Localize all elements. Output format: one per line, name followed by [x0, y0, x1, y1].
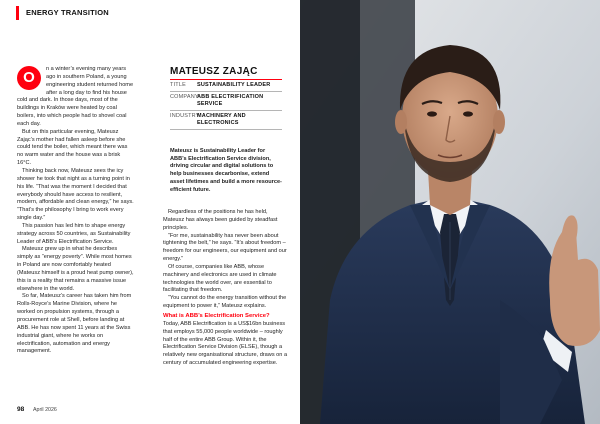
section-label: ENERGY TRANSITION [26, 8, 109, 17]
dropcap-letter: O [17, 66, 41, 90]
portrait-illustration [300, 0, 600, 424]
body-paragraph: Mateusz grew up in what he describes simply as “energy poverty”. While most homes in Poland are now comfortably heated (Mateusz himself is a proud heat pump owner), this is a reality that remains a massive issue elsewhere in the world. [17, 246, 134, 292]
left-eye [427, 111, 437, 116]
section-accent-bar [16, 6, 19, 20]
right-eye [463, 111, 473, 116]
dropcap-container [17, 66, 43, 92]
body-paragraph: So far, Mateusz’s career has taken him from Rolls-Royce’s Marine Division, where he worked on propulsion systems, through a procurement role at Shell, before landing at ABB. He has now spent 11 years at the Swiss industrial giant, where he works on electrification, automation and energy management. [17, 293, 132, 355]
profile-row-value: SUSTAINABILITY LEADER [197, 82, 271, 88]
profile-row-key: INDUSTRY [170, 113, 200, 119]
profile-description: Mateusz is Sustainability Leader for ABB’s Electrification Service division, driving circular and digital solutions to help businesses decarbonise, extend asset lifetimes and build a more resource-efficient future. [170, 148, 282, 193]
issue-date: April 2026 [33, 407, 57, 413]
body-paragraph: But on this particular evening, Mateusz Zając’s mother had fallen asleep before she could tend the boiler, which meant there was no warm water and the house was a brisk 16°C. [17, 128, 128, 167]
article-column-1 [17, 66, 134, 356]
section-subheading: What is ABB’s Electrification Service? [163, 312, 270, 319]
profile-row-title [170, 80, 282, 92]
profile-row-company [170, 92, 282, 111]
profile-row-key: TITLE [170, 82, 186, 88]
profile-row-industry [170, 111, 282, 130]
profile-row-value: ABB ELECTRIFICATION SERVICE [197, 94, 264, 107]
body-paragraph: This passion has led him to shape energy strategy across 50 countries, as Sustainability Leader of ABB’s Electrification Service. [17, 222, 131, 245]
article-column-2 [163, 209, 289, 368]
right-ear [493, 110, 505, 134]
body-paragraph: Today, ABB Electrification is a US$16bn business that employs 55,000 people worldwide – roughly half of the entire ABB Group. Within it, the Electrification Service Division (ELSE), though a relatively new organisational structure, draws on a century of accumulated engineering expertise. [163, 320, 288, 367]
profile-row-key: COMPANY [170, 94, 199, 100]
body-paragraph: “For me, sustainability has never been about tightening the belt,” he says. “It’s about freedom – freedom for our engineers, our equipment and our energy.” [163, 232, 287, 263]
left-ear [395, 110, 407, 134]
profile-name: MATEUSZ ZAJĄC [170, 66, 282, 80]
body-paragraph: “You cannot do the energy transition without the equipment to power it,” Mateusz explains. [163, 295, 287, 310]
portrait-photo [300, 0, 600, 424]
page-number: 98 [17, 406, 25, 413]
body-paragraph: Regardless of the positions he has held, Mateusz has always been guided by steadfast principles. [163, 209, 278, 231]
profile-row-value: MACHINERY AND ELECTRONICS [197, 113, 246, 126]
body-paragraph: Of course, companies like ABB, whose machinery and electronics are used in climate technologies the world over, are essential to facilitating that freedom. [163, 263, 277, 294]
body-paragraph: Thinking back now, Mateusz sees the icy shower he took that night as a turning point in his life. “That was the moment I decided that everybody should have access to resilient, modern, affordable and clean energy,” he says. “That’s the philosophy I bring to work every single day.” [17, 167, 134, 222]
profile-box [170, 66, 282, 194]
lead-paragraph: n a winter’s evening many years ago in southern Poland, a young engineering student returned home after a long day to find his house cold and dark. In those days, most of the buildings in Kraków were heated by coal boilers, into which people had to shovel coal each day. [17, 66, 134, 127]
